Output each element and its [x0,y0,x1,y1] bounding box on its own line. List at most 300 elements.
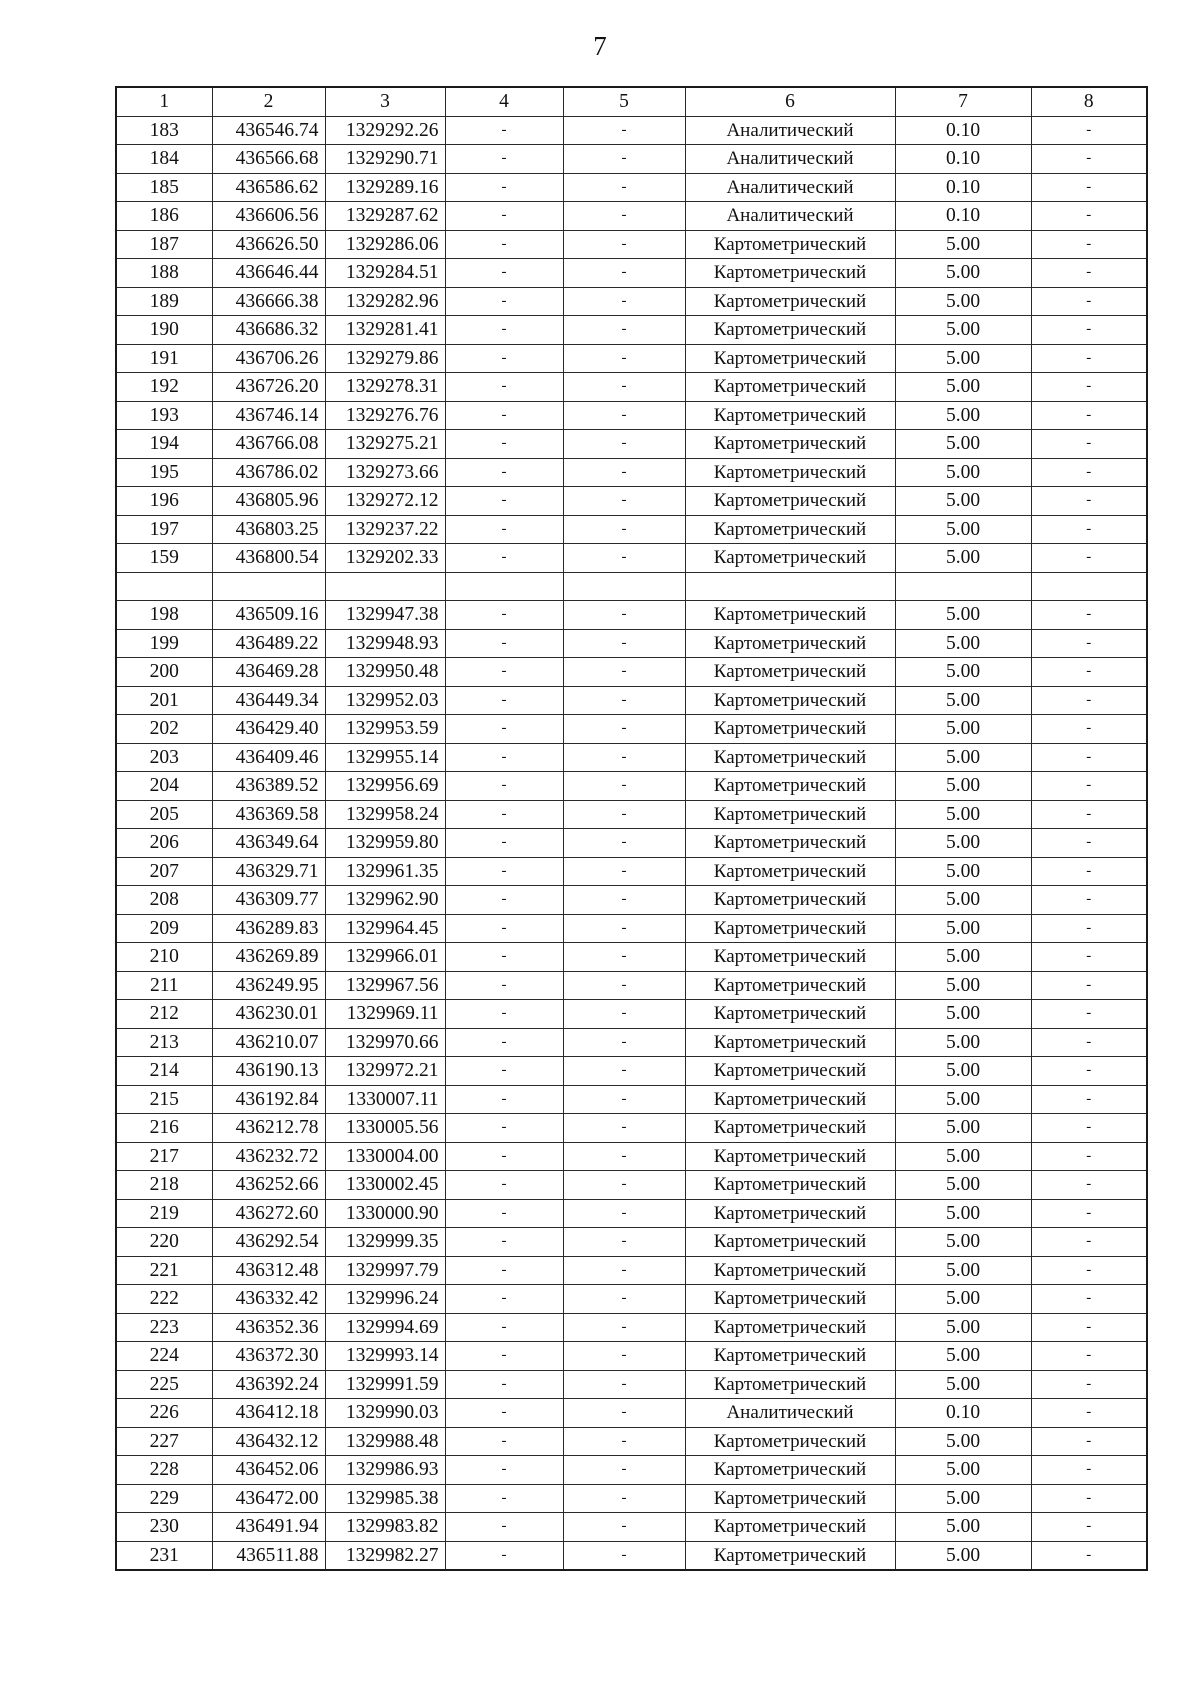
y-coordinate-cell: 1329953.59 [325,715,445,744]
column-5-cell: - [563,1000,685,1029]
x-coordinate-cell: 436412.18 [212,1399,325,1428]
x-coordinate-cell: 436666.38 [212,287,325,316]
column-8-cell: - [1031,914,1147,943]
table-row [116,316,1147,345]
column-8-cell: - [1031,544,1147,573]
column-5-cell: - [563,1456,685,1485]
x-coordinate-cell: 436805.96 [212,487,325,516]
method-cell: Картометрический [685,1313,895,1342]
column-8-cell: - [1031,1370,1147,1399]
column-header: 4 [445,87,563,116]
column-5-cell: - [563,971,685,1000]
point-number-cell: 199 [116,629,212,658]
column-4-cell: - [445,772,563,801]
accuracy-cell: 5.00 [895,1114,1031,1143]
column-8-cell: - [1031,373,1147,402]
column-4-cell: - [445,344,563,373]
x-coordinate-cell: 436352.36 [212,1313,325,1342]
column-8-cell: - [1031,1513,1147,1542]
accuracy-cell: 5.00 [895,743,1031,772]
x-coordinate-cell: 436230.01 [212,1000,325,1029]
x-coordinate-cell: 436511.88 [212,1541,325,1570]
header-row [116,87,1147,116]
accuracy-cell: 5.00 [895,544,1031,573]
method-cell: Картометрический [685,1228,895,1257]
point-number-cell: 210 [116,943,212,972]
table-row [116,344,1147,373]
column-4-cell: - [445,601,563,630]
method-cell: Картометрический [685,829,895,858]
x-coordinate-cell: 436626.50 [212,230,325,259]
column-8-cell: - [1031,857,1147,886]
x-coordinate-cell: 436726.20 [212,373,325,402]
accuracy-cell: 5.00 [895,772,1031,801]
x-coordinate-cell: 436746.14 [212,401,325,430]
y-coordinate-cell: 1330002.45 [325,1171,445,1200]
column-5-cell: - [563,1285,685,1314]
method-cell: Аналитический [685,202,895,231]
x-coordinate-cell: 436686.32 [212,316,325,345]
column-4-cell: - [445,373,563,402]
accuracy-cell: 5.00 [895,316,1031,345]
point-number-cell: 190 [116,316,212,345]
column-4-cell: - [445,829,563,858]
column-4-cell: - [445,544,563,573]
table-row [116,971,1147,1000]
table-row [116,401,1147,430]
x-coordinate-cell: 436372.30 [212,1342,325,1371]
y-coordinate-cell: 1329273.66 [325,458,445,487]
method-cell: Картометрический [685,1342,895,1371]
table-row [116,430,1147,459]
accuracy-cell: 5.00 [895,1256,1031,1285]
point-number-cell: 188 [116,259,212,288]
method-cell: Картометрический [685,715,895,744]
column-5-cell: - [563,1085,685,1114]
y-coordinate-cell: 1329278.31 [325,373,445,402]
column-8-cell: - [1031,829,1147,858]
column-8-cell: - [1031,401,1147,430]
method-cell: Картометрический [685,743,895,772]
accuracy-cell: 0.10 [895,116,1031,145]
column-4-cell: - [445,259,563,288]
table-row [116,658,1147,687]
y-coordinate-cell: 1329994.69 [325,1313,445,1342]
column-5-cell: - [563,1399,685,1428]
page-number: 7 [593,31,607,61]
table-row [116,145,1147,174]
point-number-cell: 217 [116,1142,212,1171]
column-header: 8 [1031,87,1147,116]
table-row [116,1256,1147,1285]
column-4-cell: - [445,1427,563,1456]
column-4-cell: - [445,743,563,772]
method-cell: Картометрический [685,515,895,544]
column-8-cell: - [1031,458,1147,487]
point-number-cell: 194 [116,430,212,459]
x-coordinate-cell: 436389.52 [212,772,325,801]
column-4-cell: - [445,1541,563,1570]
column-5-cell: - [563,401,685,430]
column-8-cell: - [1031,173,1147,202]
y-coordinate-cell [325,572,445,601]
y-coordinate-cell: 1329956.69 [325,772,445,801]
table-row [116,772,1147,801]
column-8-cell: - [1031,202,1147,231]
y-coordinate-cell: 1330007.11 [325,1085,445,1114]
column-4-cell: - [445,1114,563,1143]
column-8-cell: - [1031,1484,1147,1513]
column-5-cell: - [563,857,685,886]
table-row [116,1028,1147,1057]
column-8-cell: - [1031,1199,1147,1228]
table-row [116,1228,1147,1257]
column-8-cell: - [1031,772,1147,801]
accuracy-cell: 5.00 [895,1142,1031,1171]
y-coordinate-cell: 1329202.33 [325,544,445,573]
table-body [116,116,1147,1570]
column-5-cell: - [563,316,685,345]
column-8-cell: - [1031,344,1147,373]
point-number-cell: 211 [116,971,212,1000]
column-5-cell: - [563,173,685,202]
method-cell: Картометрический [685,287,895,316]
table-row [116,1285,1147,1314]
table-row [116,202,1147,231]
column-8-cell: - [1031,230,1147,259]
table-row [116,1114,1147,1143]
x-coordinate-cell: 436329.71 [212,857,325,886]
x-coordinate-cell: 436429.40 [212,715,325,744]
column-header: 6 [685,87,895,116]
accuracy-cell: 5.00 [895,886,1031,915]
column-4-cell: - [445,515,563,544]
column-8-cell: - [1031,430,1147,459]
accuracy-cell: 5.00 [895,914,1031,943]
y-coordinate-cell: 1329286.06 [325,230,445,259]
table-row [116,287,1147,316]
table-row [116,743,1147,772]
method-cell: Аналитический [685,116,895,145]
column-4-cell: - [445,230,563,259]
table-row [116,1541,1147,1570]
x-coordinate-cell: 436210.07 [212,1028,325,1057]
accuracy-cell: 5.00 [895,515,1031,544]
point-number-cell: 227 [116,1427,212,1456]
column-8-cell: - [1031,943,1147,972]
method-cell: Картометрический [685,401,895,430]
method-cell: Картометрический [685,1541,895,1570]
column-5-cell: - [563,487,685,516]
y-coordinate-cell: 1329983.82 [325,1513,445,1542]
column-5-cell: - [563,1057,685,1086]
y-coordinate-cell: 1330004.00 [325,1142,445,1171]
method-cell: Картометрический [685,1370,895,1399]
point-number-cell: 218 [116,1171,212,1200]
table-row [116,1342,1147,1371]
accuracy-cell: 5.00 [895,1085,1031,1114]
column-8-cell: - [1031,1142,1147,1171]
column-5-cell: - [563,116,685,145]
point-number-cell: 183 [116,116,212,145]
y-coordinate-cell: 1329289.16 [325,173,445,202]
y-coordinate-cell: 1329986.93 [325,1456,445,1485]
y-coordinate-cell: 1329990.03 [325,1399,445,1428]
y-coordinate-cell: 1329237.22 [325,515,445,544]
column-5-cell: - [563,686,685,715]
accuracy-cell: 0.10 [895,145,1031,174]
column-5-cell: - [563,287,685,316]
table-row [116,515,1147,544]
method-cell: Картометрический [685,914,895,943]
accuracy-cell: 5.00 [895,1484,1031,1513]
x-coordinate-cell: 436452.06 [212,1456,325,1485]
method-cell [685,572,895,601]
column-4-cell [445,572,563,601]
method-cell: Картометрический [685,1057,895,1086]
point-number-cell: 200 [116,658,212,687]
point-number-cell: 195 [116,458,212,487]
table-row [116,1399,1147,1428]
y-coordinate-cell: 1329964.45 [325,914,445,943]
accuracy-cell: 5.00 [895,458,1031,487]
accuracy-cell: 5.00 [895,715,1031,744]
accuracy-cell: 0.10 [895,1399,1031,1428]
method-cell: Картометрический [685,1484,895,1513]
column-8-cell: - [1031,1456,1147,1485]
accuracy-cell: 5.00 [895,1541,1031,1570]
column-4-cell: - [445,401,563,430]
method-cell: Картометрический [685,886,895,915]
accuracy-cell: 5.00 [895,1427,1031,1456]
column-4-cell: - [445,1456,563,1485]
column-4-cell: - [445,686,563,715]
column-5-cell: - [563,1342,685,1371]
method-cell: Картометрический [685,800,895,829]
accuracy-cell: 5.00 [895,857,1031,886]
point-number-cell: 203 [116,743,212,772]
column-5-cell: - [563,658,685,687]
column-5-cell: - [563,1228,685,1257]
accuracy-cell: 0.10 [895,202,1031,231]
accuracy-cell: 5.00 [895,259,1031,288]
table-row [116,1484,1147,1513]
method-cell: Картометрический [685,1114,895,1143]
method-cell: Картометрический [685,259,895,288]
column-8-cell: - [1031,287,1147,316]
x-coordinate-cell: 436252.66 [212,1171,325,1200]
y-coordinate-cell: 1329961.35 [325,857,445,886]
table-row [116,914,1147,943]
point-number-cell: 229 [116,1484,212,1513]
column-5-cell: - [563,943,685,972]
column-8-cell: - [1031,1399,1147,1428]
method-cell: Картометрический [685,1285,895,1314]
column-5-cell: - [563,1541,685,1570]
table-row [116,1057,1147,1086]
method-cell: Картометрический [685,1456,895,1485]
column-8-cell: - [1031,316,1147,345]
column-8-cell: - [1031,800,1147,829]
table-row [116,686,1147,715]
accuracy-cell: 5.00 [895,1228,1031,1257]
point-number-cell: 216 [116,1114,212,1143]
column-8-cell: - [1031,1114,1147,1143]
table-row [116,487,1147,516]
method-cell: Картометрический [685,1142,895,1171]
column-5-cell: - [563,1513,685,1542]
method-cell: Картометрический [685,629,895,658]
column-8-cell: - [1031,116,1147,145]
y-coordinate-cell: 1329279.86 [325,344,445,373]
y-coordinate-cell: 1329985.38 [325,1484,445,1513]
method-cell: Картометрический [685,316,895,345]
y-coordinate-cell: 1329993.14 [325,1342,445,1371]
y-coordinate-cell: 1329282.96 [325,287,445,316]
table-row [116,1513,1147,1542]
point-number-cell [116,572,212,601]
column-5-cell: - [563,1171,685,1200]
accuracy-cell: 5.00 [895,1285,1031,1314]
point-number-cell: 226 [116,1399,212,1428]
accuracy-cell: 5.00 [895,230,1031,259]
table-row [116,886,1147,915]
column-5-cell: - [563,1427,685,1456]
column-5-cell: - [563,1114,685,1143]
point-number-cell: 187 [116,230,212,259]
table-row [116,544,1147,573]
column-8-cell: - [1031,1313,1147,1342]
column-4-cell: - [445,1399,563,1428]
point-number-cell: 215 [116,1085,212,1114]
point-number-cell: 201 [116,686,212,715]
column-4-cell: - [445,458,563,487]
column-4-cell: - [445,1171,563,1200]
column-5-cell: - [563,1256,685,1285]
table-row [116,1085,1147,1114]
accuracy-cell: 5.00 [895,1513,1031,1542]
accuracy-cell: 5.00 [895,943,1031,972]
column-5-cell: - [563,544,685,573]
column-8-cell: - [1031,601,1147,630]
point-number-cell: 230 [116,1513,212,1542]
column-4-cell: - [445,857,563,886]
x-coordinate-cell: 436766.08 [212,430,325,459]
y-coordinate-cell: 1329970.66 [325,1028,445,1057]
column-5-cell: - [563,344,685,373]
point-number-cell: 191 [116,344,212,373]
x-coordinate-cell: 436800.54 [212,544,325,573]
y-coordinate-cell: 1329281.41 [325,316,445,345]
method-cell: Картометрический [685,544,895,573]
column-header: 1 [116,87,212,116]
accuracy-cell: 5.00 [895,829,1031,858]
x-coordinate-cell: 436272.60 [212,1199,325,1228]
y-coordinate-cell: 1329999.35 [325,1228,445,1257]
method-cell: Картометрический [685,686,895,715]
x-coordinate-cell: 436192.84 [212,1085,325,1114]
column-5-cell: - [563,743,685,772]
point-number-cell: 202 [116,715,212,744]
method-cell: Картометрический [685,601,895,630]
method-cell: Картометрический [685,971,895,1000]
method-cell: Картометрический [685,1171,895,1200]
table-row [116,1370,1147,1399]
column-5-cell: - [563,772,685,801]
accuracy-cell: 5.00 [895,629,1031,658]
method-cell: Картометрический [685,458,895,487]
column-header: 2 [212,87,325,116]
y-coordinate-cell: 1329962.90 [325,886,445,915]
method-cell: Картометрический [685,1199,895,1228]
column-8-cell: - [1031,715,1147,744]
column-5-cell: - [563,1028,685,1057]
table-row [116,1142,1147,1171]
accuracy-cell: 5.00 [895,1057,1031,1086]
column-4-cell: - [445,1085,563,1114]
accuracy-cell: 5.00 [895,287,1031,316]
x-coordinate-cell: 436249.95 [212,971,325,1000]
y-coordinate-cell: 1329276.76 [325,401,445,430]
method-cell: Картометрический [685,344,895,373]
column-4-cell: - [445,1256,563,1285]
y-coordinate-cell: 1329958.24 [325,800,445,829]
column-5-cell: - [563,1199,685,1228]
y-coordinate-cell: 1330005.56 [325,1114,445,1143]
column-header: 5 [563,87,685,116]
column-4-cell: - [445,1000,563,1029]
column-8-cell: - [1031,145,1147,174]
point-number-cell: 231 [116,1541,212,1570]
column-8-cell: - [1031,1285,1147,1314]
point-number-cell: 196 [116,487,212,516]
x-coordinate-cell: 436309.77 [212,886,325,915]
column-8-cell: - [1031,1541,1147,1570]
x-coordinate-cell: 436432.12 [212,1427,325,1456]
x-coordinate-cell: 436312.48 [212,1256,325,1285]
method-cell: Картометрический [685,772,895,801]
x-coordinate-cell: 436369.58 [212,800,325,829]
table-row [116,629,1147,658]
y-coordinate-cell: 1329292.26 [325,116,445,145]
point-number-cell: 159 [116,544,212,573]
y-coordinate-cell: 1329967.56 [325,971,445,1000]
y-coordinate-cell: 1329955.14 [325,743,445,772]
y-coordinate-cell: 1329997.79 [325,1256,445,1285]
x-coordinate-cell: 436606.56 [212,202,325,231]
column-8-cell: - [1031,686,1147,715]
point-number-cell: 214 [116,1057,212,1086]
x-coordinate-cell: 436212.78 [212,1114,325,1143]
point-number-cell: 224 [116,1342,212,1371]
point-number-cell: 213 [116,1028,212,1057]
point-number-cell: 208 [116,886,212,915]
column-5-cell: - [563,373,685,402]
point-number-cell: 212 [116,1000,212,1029]
column-4-cell: - [445,1199,563,1228]
accuracy-cell: 5.00 [895,1199,1031,1228]
y-coordinate-cell: 1329272.12 [325,487,445,516]
method-cell: Картометрический [685,1427,895,1456]
column-5-cell: - [563,1484,685,1513]
column-5-cell: - [563,886,685,915]
table-row [116,829,1147,858]
table-row [116,230,1147,259]
method-cell: Картометрический [685,1028,895,1057]
column-4-cell: - [445,1313,563,1342]
column-5-cell: - [563,715,685,744]
column-5-cell: - [563,1370,685,1399]
